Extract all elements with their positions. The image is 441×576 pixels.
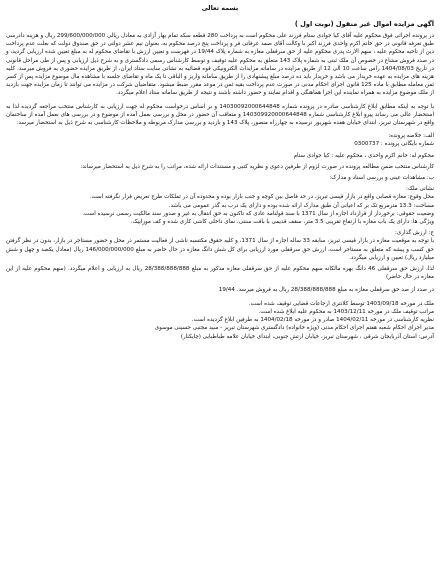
- expert-opinion-notice: نظریه کارشناسی در مورخه 1404/02/11 صادر و در مورخه 1404/02/18 به طرفین ابلاغ گردیده است.: [191, 317, 434, 324]
- parties-line: محکوم له: خانم اکرم واحدی ، محکوم علیه : کیا جوادی ستام: [293, 152, 434, 159]
- request-paragraph: با توجه به اینکه مطابق ابلاغ کارشناسی صادره در پرونده شماره 14030092000644848 و بر اساس درخواست محکوم له جهت ارزیابی به کارشناس منتخب مراجعه گردیده لذا به استحضار عالی می رساند پیرو ابلاغ کارشناسی شماره 140309920000644848 و متعاقب آن حضور در محل و بررسی بعمل آمده از موضوع و در بررسی های بعمل آمده از ساختمان واقع در شهرستان تبریز، ابتدای خیابان هفده شهریور نرسیده به چهارراه منصور، پلاک 143 و بازدید و بررسی مدارک مربوطه و ملاحظات کارشناسی به شرح ذیل به استحضار میرسد:: [6, 103, 435, 127]
- seizure-notice: ملک در مورخه 1403/09/18 توسط کلانتری ارجاعات قضایی توقیف شده است.: [248, 300, 434, 307]
- intro-paragraph: در پرونده اجرائی فوق محکوم علیه آقای کیا جوادی ستام فرزند علی محکوم است به پرداخت 280 قطعه سکه تمام بهار آزادی به معادل ریالی 299/600/000/000 ریال و هزینه دادرسی طبق تعرفه قانونی در حق خانم اکرم واحدی فرزند اکبر با وکالت آقای صمد عرفانی فر و پرداخت پنج درصد محکوم به، بعنوان نیم عشر دولتی در حق صندوق دولت که بعلت عدم پرداخت دین از ناحیه محکوم علیه ، سهم الارث پدری محکوم علیه از حق سرقفلی مغازه به شماره پلاک 19/44 در فهرست و تعیین ارزش با تقاضای محکوم له به مبلغ تعیین شده ارزیابی گردید، و در صدد فروش مشاع در خصوص آن ملک ثبتی به شماره پلاک 143 متعلق به محکوم علیه توقیف و توسط کارشناس رسمی دادگستری و به شرح ذیل ارزیابی و پس از طی مراحل قانونی در تاریخ 1404/08/03 راس ساعت 10 الی 12 از طریق مزایده در سامانه مزایدات الکترونیکی قوه قضائیه به نشانی سایت ستاد ایران، از طریق مزایده حضوری به فروش میرسد. کلیه هزینه های مزایده به عهده خریدار می باشد و خریدار باید ده درصد مبلغ پیشنهادی را از طریق سامانه واریز و الباقی تا یک ماه و تقاضای جلسه با مشاهده مال موضوع مزایده پس از کسر ثمن معامله مطابق با ماده 125 قانون اجرای احکام مدنی در صورت عدم پرداخت بقیه ثمن در موعد مقرر ضبط میشود. متقاضیان شرکت در مزایده می توانند تا زمان مزایده جهت بازدید از ملک موضوع مزایده به همراه نماینده این اجرا هماهنگی و اقدام نمایند و حضور داشته باشند و نتیجه از طریق سامانه ستاد اعلام میگردد.: [6, 33, 434, 97]
- issuing-office: مدیر اجرای احکام شعبه هفتم اجرای احکام مدنی (ویژه خانواده) دادگستری شهرستان تبریز - سید مجتبی حسینی موسوی: [154, 325, 434, 332]
- features-text: ویژگی ها: دارای یک باب مغازه با ارتفاع تقریبی 3.5 متر، سقف قدیمی با بافت سنتی، نمای داخلی کاشی کاری شده و کف موزاییک.: [130, 219, 434, 226]
- result-text: لذا، ارزش حق سرقفلی 46 دانگ بهره مالکانه سهم محکوم علیه از حق سرقفلی مغازه مذکور به مبلغ 28/388/888/888 ریال به ارزیابی و اعلام میگردد. (سهم محکوم علیه از این مغازه در حال حاضر): [6, 266, 434, 281]
- location-label: نشانی ملک:: [406, 186, 434, 193]
- expert-intro: کارشناس منتخب ضمن مطالعه پرونده در صورت لزوم از طرفین دعوی و نظریه کتبی و مستندات ارائه شده، مراتب را به شرح ذیل به استحضار میرساند:: [80, 163, 434, 170]
- office-address: آدرس: استان آذربایجان شرقی ، شهرستان تبریز، خیابان ارتش جنوبی، ابتدای خیابان علامه طباطبایی (چایکنار): [180, 333, 434, 340]
- file-summary-label: الف: خلاصه پرونده:: [388, 133, 434, 140]
- notice-title: آگهی مزایده اموال غیر منقول (نوبت اول ): [294, 20, 434, 28]
- seizure-notification: مراتب توقیف ملک در مورخه 1403/12/11 به محکوم علیه ابلاغ شده است.: [258, 308, 434, 315]
- bismillah-heading: بسمه تعالی: [201, 4, 239, 12]
- assessment-label: ج: ارزش گذاری:: [395, 230, 434, 237]
- location-text: محل وقوع: مغازه قصابی واقع در بازار قیسی تبریز، در حد فاصل بین کوچه و جنب بازار بوده و محدوده آن در تملکات طرح تعریض قرار نگرفته است.: [89, 194, 434, 201]
- assessment-text: با توجه به موقعیت مغازه در بازار قیسی تبریز، سابقه 33 ساله اجاره از سال 1371، و کلیه حقوق مکتسبه ناشی از فعالیت مستمر در محل و حضور مستاجر در بازار، بدون در نظر گرفتن حق کسب و پیشه که متعلق به مستاجر است، ارزش حق سرقفلی مورد ارزیابی برای کل شش دانگ مغازه در حال حاضر به مبلغ 146/000/000/000 ریال (معادل یکصد و چهل و شش میلیارد ریال) تعیین و ارزیابی میگردد.: [6, 238, 435, 261]
- file-number: شماره بایگانی پرونده : 0300737: [354, 141, 434, 148]
- area-text: مساحت: 13.3 مترمربع تک بر که اعیانی آن طبق مدارک ارائه شده بوده و دارای یک درب به گذر عمومی می باشد.: [168, 202, 434, 209]
- conclusion-text: در صدد از صد حق سرقفلی مغازه به مبلغ 28/388/888/888 ریال به فروش میرسد. 19/44: [218, 287, 434, 294]
- legal-status-text: وضعیت حقوقی: برخوردار از قرارداد اجاره از سال 1371 با سند قولنامه عادی که تاکنون به حق انتقال به غیر و صدور سند مالکیت رسمی نرسیده است.: [82, 210, 434, 217]
- survey-heading: ب: مشاهدات عینی و بررسی اسناد و مدارک:: [329, 175, 434, 182]
